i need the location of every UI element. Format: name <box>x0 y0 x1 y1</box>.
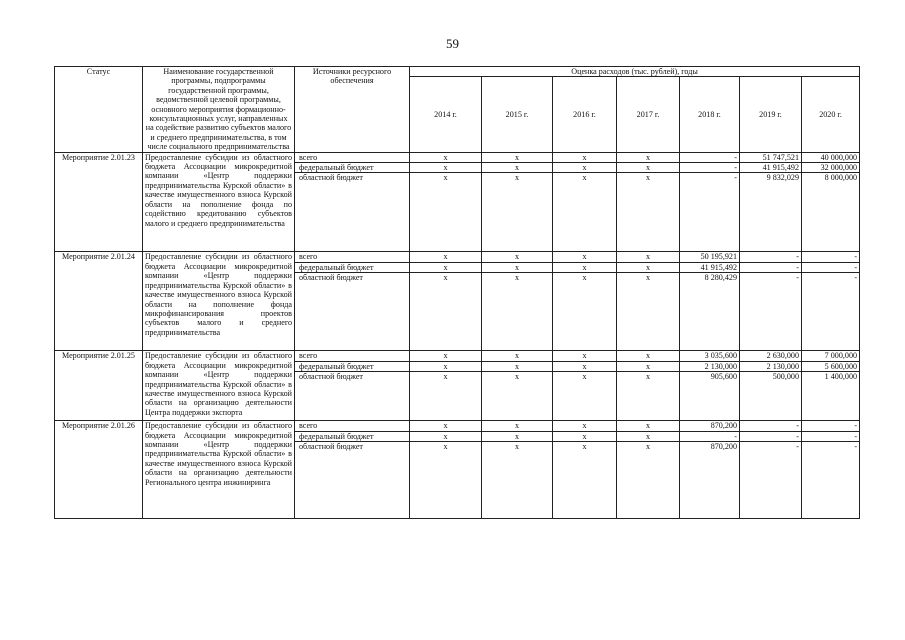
value-cell: x <box>482 152 553 162</box>
value-cell: - <box>802 252 860 262</box>
value-cell: 1 400,000 <box>802 372 860 421</box>
value-cell: x <box>617 173 680 252</box>
value-cell: x <box>553 351 617 361</box>
value-cell: x <box>482 372 553 421</box>
header-year: 2016 г. <box>553 77 617 152</box>
value-cell: x <box>553 372 617 421</box>
value-cell: x <box>617 252 680 262</box>
value-cell: x <box>617 351 680 361</box>
value-cell: x <box>410 163 482 173</box>
value-cell: 905,600 <box>680 372 740 421</box>
value-cell: x <box>553 173 617 252</box>
value-cell: - <box>740 431 802 441</box>
value-cell: x <box>617 441 680 518</box>
value-cell: 500,000 <box>740 372 802 421</box>
value-cell: x <box>617 152 680 162</box>
value-cell: 7 000,000 <box>802 351 860 361</box>
value-cell: 870,200 <box>680 421 740 431</box>
value-cell: - <box>740 421 802 431</box>
value-cell: x <box>482 421 553 431</box>
header-year: 2015 г. <box>482 77 553 152</box>
value-cell: - <box>740 441 802 518</box>
value-cell: 2 130,000 <box>680 361 740 371</box>
source-label: всего <box>295 152 410 162</box>
source-label: всего <box>295 252 410 262</box>
value-cell: x <box>410 441 482 518</box>
value-cell: - <box>740 273 802 351</box>
source-label: федеральный бюджет <box>295 163 410 173</box>
value-cell: - <box>680 431 740 441</box>
value-cell: x <box>553 273 617 351</box>
value-cell: - <box>740 262 802 272</box>
header-year: 2019 г. <box>740 77 802 152</box>
value-cell: 51 747,521 <box>740 152 802 162</box>
value-cell: x <box>617 273 680 351</box>
value-cell: x <box>482 431 553 441</box>
value-cell: x <box>410 361 482 371</box>
header-year: 2017 г. <box>617 77 680 152</box>
header-year: 2014 г. <box>410 77 482 152</box>
value-cell: x <box>553 441 617 518</box>
value-cell: x <box>410 372 482 421</box>
source-label: всего <box>295 421 410 431</box>
value-cell: x <box>410 273 482 351</box>
source-label: федеральный бюджет <box>295 361 410 371</box>
value-cell: x <box>410 351 482 361</box>
value-cell: x <box>553 262 617 272</box>
value-cell: - <box>680 173 740 252</box>
activity-status: Мероприятие 2.01.24 <box>55 252 143 351</box>
value-cell: - <box>802 273 860 351</box>
activity-name: Предоставление субсидии из областного бюджета Ассоциации микрокредитной компании «Центр поддержки предпринимательства Курской области» в качестве имущественного взноса Курской области на пополнение фонда по содействию кредитованию субъектов малого и среднего предпринимательства <box>143 152 295 252</box>
value-cell: x <box>617 361 680 371</box>
value-cell: x <box>482 361 553 371</box>
table-row <box>55 152 860 162</box>
activity-name: Предоставление субсидии из областного бюджета Ассоциации микрокредитной компании «Центр поддержки предпринимательства Курской области» в качестве имущественного взноса Курской области на организацию деятельности Регионального центра инжиниринга <box>143 421 295 519</box>
value-cell: x <box>553 252 617 262</box>
header-status: Статус <box>55 67 143 153</box>
source-label: областной бюджет <box>295 273 410 351</box>
table-row <box>55 421 860 431</box>
value-cell: x <box>410 173 482 252</box>
source-label: всего <box>295 351 410 361</box>
value-cell: 40 000,000 <box>802 152 860 162</box>
source-label: федеральный бюджет <box>295 431 410 441</box>
value-cell: x <box>410 152 482 162</box>
value-cell: x <box>482 173 553 252</box>
value-cell: - <box>802 262 860 272</box>
value-cell: x <box>617 163 680 173</box>
value-cell: - <box>802 421 860 431</box>
activity-status: Мероприятие 2.01.25 <box>55 351 143 421</box>
value-cell: 870,200 <box>680 441 740 518</box>
value-cell: - <box>740 252 802 262</box>
value-cell: 2 630,000 <box>740 351 802 361</box>
table-row <box>55 252 860 262</box>
value-cell: - <box>680 152 740 162</box>
value-cell: x <box>553 163 617 173</box>
value-cell: x <box>482 163 553 173</box>
header-name: Наименование государственной программы, подпрограммы государственной программы, ведомственной целевой программы, основного мероприятия формационно-консультационных услуг, направленных на содействие развитию субъектов малого и среднего предпринимательства, в том числе социального предпринимательства <box>143 67 295 153</box>
source-label: областной бюджет <box>295 372 410 421</box>
value-cell: x <box>553 421 617 431</box>
value-cell: x <box>410 252 482 262</box>
value-cell: - <box>802 441 860 518</box>
table-row <box>55 351 860 361</box>
value-cell: 9 832,029 <box>740 173 802 252</box>
value-cell: - <box>680 163 740 173</box>
activity-status: Мероприятие 2.01.26 <box>55 421 143 519</box>
value-cell: 2 130,000 <box>740 361 802 371</box>
value-cell: x <box>482 252 553 262</box>
activity-status: Мероприятие 2.01.23 <box>55 152 143 252</box>
value-cell: x <box>482 351 553 361</box>
source-label: областной бюджет <box>295 173 410 252</box>
value-cell: x <box>410 421 482 431</box>
value-cell: - <box>802 431 860 441</box>
header-year: 2020 г. <box>802 77 860 152</box>
budget-table <box>54 66 860 519</box>
value-cell: 41 915,492 <box>680 262 740 272</box>
value-cell: x <box>553 152 617 162</box>
header-expenses: Оценка расходов (тыс. рублей), годы <box>410 67 860 77</box>
header-sources: Источники ресурсного обеспечения <box>295 67 410 153</box>
value-cell: 8 000,000 <box>802 173 860 252</box>
value-cell: x <box>617 431 680 441</box>
header-year: 2018 г. <box>680 77 740 152</box>
value-cell: x <box>553 361 617 371</box>
page-number: 59 <box>446 36 459 51</box>
value-cell: x <box>617 262 680 272</box>
value-cell: 50 195,921 <box>680 252 740 262</box>
value-cell: 32 000,000 <box>802 163 860 173</box>
value-cell: x <box>553 431 617 441</box>
value-cell: x <box>617 372 680 421</box>
value-cell: 3 035,600 <box>680 351 740 361</box>
value-cell: 5 600,000 <box>802 361 860 371</box>
value-cell: x <box>482 441 553 518</box>
value-cell: x <box>482 273 553 351</box>
header-row <box>55 67 860 77</box>
value-cell: 41 915,492 <box>740 163 802 173</box>
value-cell: x <box>482 262 553 272</box>
source-label: областной бюджет <box>295 441 410 518</box>
value-cell: x <box>617 421 680 431</box>
activity-name: Предоставление субсидии из областного бюджета Ассоциации микрокредитной компании «Центр поддержки предпринимательства Курской области» в качестве имущественного взноса Курской области на пополнение фонда микрофинансирования проектов субъектов малого и среднего предпринимательства <box>143 252 295 351</box>
value-cell: 8 280,429 <box>680 273 740 351</box>
value-cell: x <box>410 431 482 441</box>
source-label: федеральный бюджет <box>295 262 410 272</box>
value-cell: x <box>410 262 482 272</box>
activity-name: Предоставление субсидии из областного бюджета Ассоциации микрокредитной компании «Центр поддержки предпринимательства Курской области» в качестве имущественного взноса Курской области на организацию деятельности Центра поддержки экспорта <box>143 351 295 421</box>
